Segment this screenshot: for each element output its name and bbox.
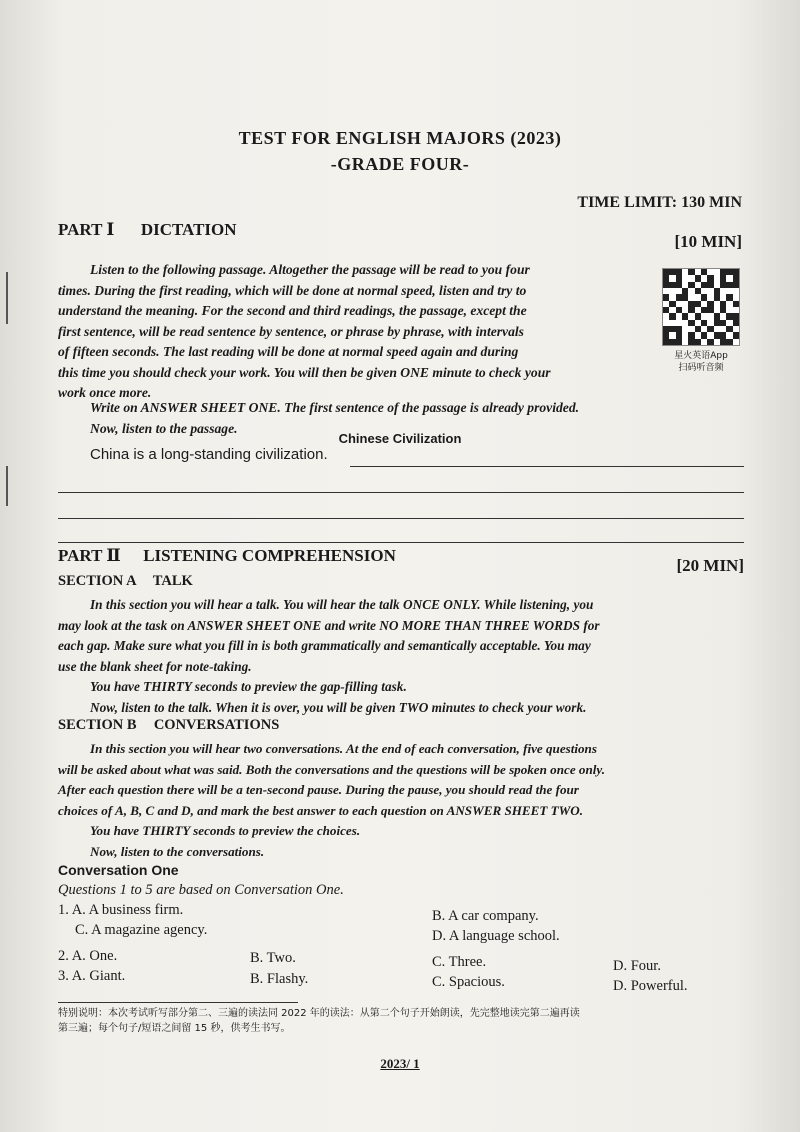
qr-caption-app: 星火英语App [674,351,728,361]
q3-option-d: D. Powerful. [613,978,688,994]
answer-line [58,492,744,493]
conversation-one-title: Conversation One [58,862,179,878]
now-listen-line: Now, listen to the passage. [90,420,238,436]
left-margin-mark [6,466,8,506]
page-number: 2023/ 1 [380,1056,420,1071]
qr-caption-scan: 扫码听音频 [678,363,724,373]
q1-option-a: 1. A. A business firm. [58,902,184,918]
left-margin-mark [6,272,8,324]
instruction-line: this time you should check your work. You will then be given ONE minute to check your [58,364,551,380]
instruction-line: choices of A, B, C and D, and mark the best answer to each question on ANSWER SHEET TWO. [58,802,584,818]
q3-option-b: B. Flashy. [250,971,309,987]
first-sentence: China is a long-standing civilization. [90,446,328,463]
conversation-one-subtitle: Questions 1 to 5 are based on Conversation One. [58,882,344,898]
special-note-line: 特别说明：本次考试听写部分第二、三遍的读法同 2022 年的读法：从第二个句子开始朗读，先完整地读完第二遍再读 [58,1008,580,1019]
instruction-line: You have THIRTY seconds to preview the gap-filling task. [90,679,407,694]
instruction-line: may look at the task on ANSWER SHEET ONE and write NO MORE THAN THREE WORDS for [58,617,600,633]
section-b-instructions [58,739,758,862]
instruction-line: work once more. [58,385,152,400]
q1-option-c: C. A magazine agency. [75,922,208,938]
write-on-line: Write on ANSWER SHEET ONE. The first sentence of the passage is already provided. [90,400,580,415]
part2-heading [58,546,396,566]
part2-name: LISTENING COMPREHENSION [143,546,396,565]
part1-name: DICTATION [140,220,237,239]
section-a-instructions [58,595,758,718]
exam-title: TEST FOR ENGLISH MAJORS (2023) [238,128,562,148]
answer-line [58,542,744,543]
instruction-line: In this section you will hear a talk. You will hear the talk ONCE ONLY. While listening, you [90,597,594,612]
part2-label: PART Ⅱ [58,546,121,565]
q1-option-b: B. A car company. [432,908,539,924]
time-limit: TIME LIMIT: 130 MIN [577,194,742,211]
instruction-line: will be asked about what was said. Both the conversations and the questions will be spoken once only. [58,761,605,777]
q2-option-a: 2. A. One. [58,948,118,964]
exam-grade: -GRADE FOUR- [330,154,470,174]
instruction-line: Now, listen to the conversations. [90,843,265,859]
instruction-line: understand the meaning. For the second and third readings, the passage, except the [58,303,527,318]
q1-option-d: D. A language school. [432,928,560,944]
qr-code-block [662,268,740,374]
section-a-label: SECTION A [58,573,136,589]
instruction-line: Listen to the following passage. Altogether the passage will be read to you four [90,262,530,277]
passage-title: Chinese Civilization [338,431,462,446]
q3-option-a: 3. A. Giant. [58,968,126,984]
instruction-line: each gap. Make sure what you fill in is both grammatically and semantically acceptable. You may [58,638,591,653]
q2-option-d: D. Four. [613,958,661,974]
q2-option-c: C. Three. [432,954,487,970]
instruction-line: Now, listen to the talk. When it is over, you will be given TWO minutes to check your work. [90,699,587,715]
part2-minutes: [20 MIN] [676,556,744,575]
section-a-heading [58,573,193,590]
special-note [58,1006,758,1036]
qr-code-icon [662,268,740,346]
answer-line [350,466,744,467]
q3-option-c: C. Spacious. [432,974,505,990]
part1-label: PART Ⅰ [58,220,115,239]
instruction-line: times. During the first reading, which will be done at normal speed, listen and try to [58,282,527,298]
instruction-line: In this section you will hear two conversations. At the end of each conversation, five questions [90,741,597,756]
instruction-line: You have THIRTY seconds to preview the choices. [90,823,361,838]
section-b-name: CONVERSATIONS [153,717,280,733]
part1-heading [58,220,237,240]
instruction-line: of fifteen seconds. The last reading will be done at normal speed again and during [58,344,519,359]
q2-option-b: B. Two. [250,950,296,966]
instruction-line: first sentence, will be read sentence by sentence, or phrase by phrase, with intervals [58,323,524,339]
instruction-line: use the blank sheet for note-taking. [58,658,252,674]
part1-instructions [58,260,648,404]
part1-minutes: [10 MIN] [674,232,742,251]
instruction-line: After each question there will be a ten-second pause. During the pause, you should read the four [58,782,579,797]
footnote-divider [58,1002,298,1003]
answer-line [58,518,744,519]
section-b-label: SECTION B [58,717,137,733]
section-a-name: TALK [152,573,193,589]
section-b-heading [58,717,279,734]
special-note-line: 第三遍；每个句子/短语之间留 15 秒，供考生书写。 [58,1023,291,1034]
